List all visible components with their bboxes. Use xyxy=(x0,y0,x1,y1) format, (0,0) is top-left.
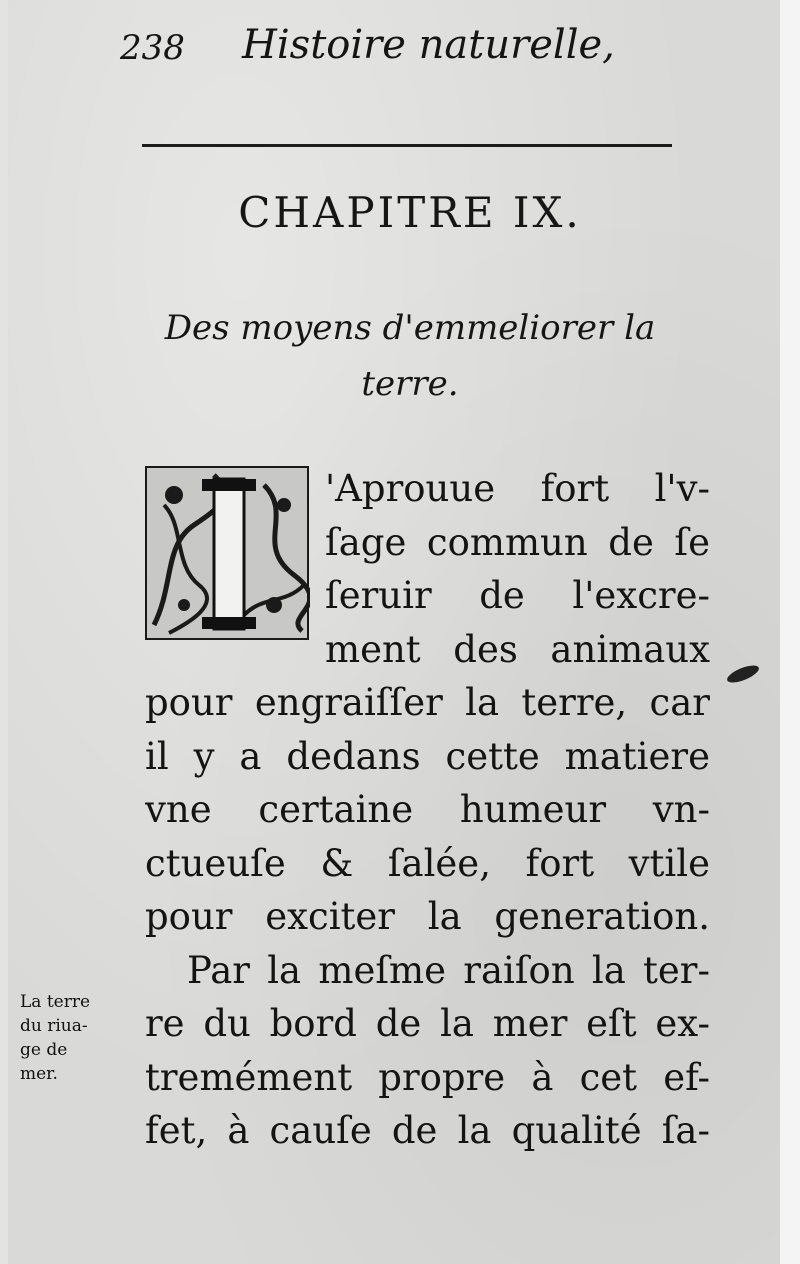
marginal-note-line: du riua- xyxy=(20,1016,88,1036)
text-line: 'Aprouue fort l'v- xyxy=(325,467,710,510)
body-text xyxy=(145,462,710,1158)
marginal-note-line: mer. xyxy=(20,1064,58,1084)
page-edge xyxy=(780,0,800,1264)
text-line: tremément propre à cet ef- xyxy=(145,1055,710,1099)
text-line: il y a dedans cette matiere xyxy=(145,734,710,778)
chapter-subtitle xyxy=(130,300,690,412)
running-head-title: Histoire naturelle, xyxy=(242,22,615,68)
text-line: re du bord de la mer eſt ex- xyxy=(145,1002,710,1045)
subtitle-line: terre. xyxy=(361,364,459,404)
text-line: vne certaine humeur vn- xyxy=(145,788,710,831)
marginal-note-line: La terre xyxy=(20,992,91,1012)
text-line: Par la meſme raiſon la ter- xyxy=(187,948,710,992)
text-line: ſage commun de ſe xyxy=(325,520,710,564)
text-line: ſeruir de l'excre- xyxy=(325,574,710,617)
text-line: ctueuſe & ſalée, fort vtile xyxy=(145,841,710,885)
marginal-note-line: ge de xyxy=(20,1040,68,1060)
text-line: pour engraiſſer la terre, car xyxy=(145,681,710,724)
text-line: fet, à cauſe de la qualité ſa- xyxy=(145,1109,710,1152)
chapter-heading: CHAPITRE IX. xyxy=(238,188,582,237)
header-rule xyxy=(142,144,672,147)
marginal-note xyxy=(20,990,120,1086)
subtitle-line: Des moyens d'emmeliorer la xyxy=(164,308,656,348)
text-line: pour exciter la generation. xyxy=(145,895,710,938)
page-number: 238 xyxy=(120,28,185,68)
text-line: ment des animaux xyxy=(325,627,710,671)
